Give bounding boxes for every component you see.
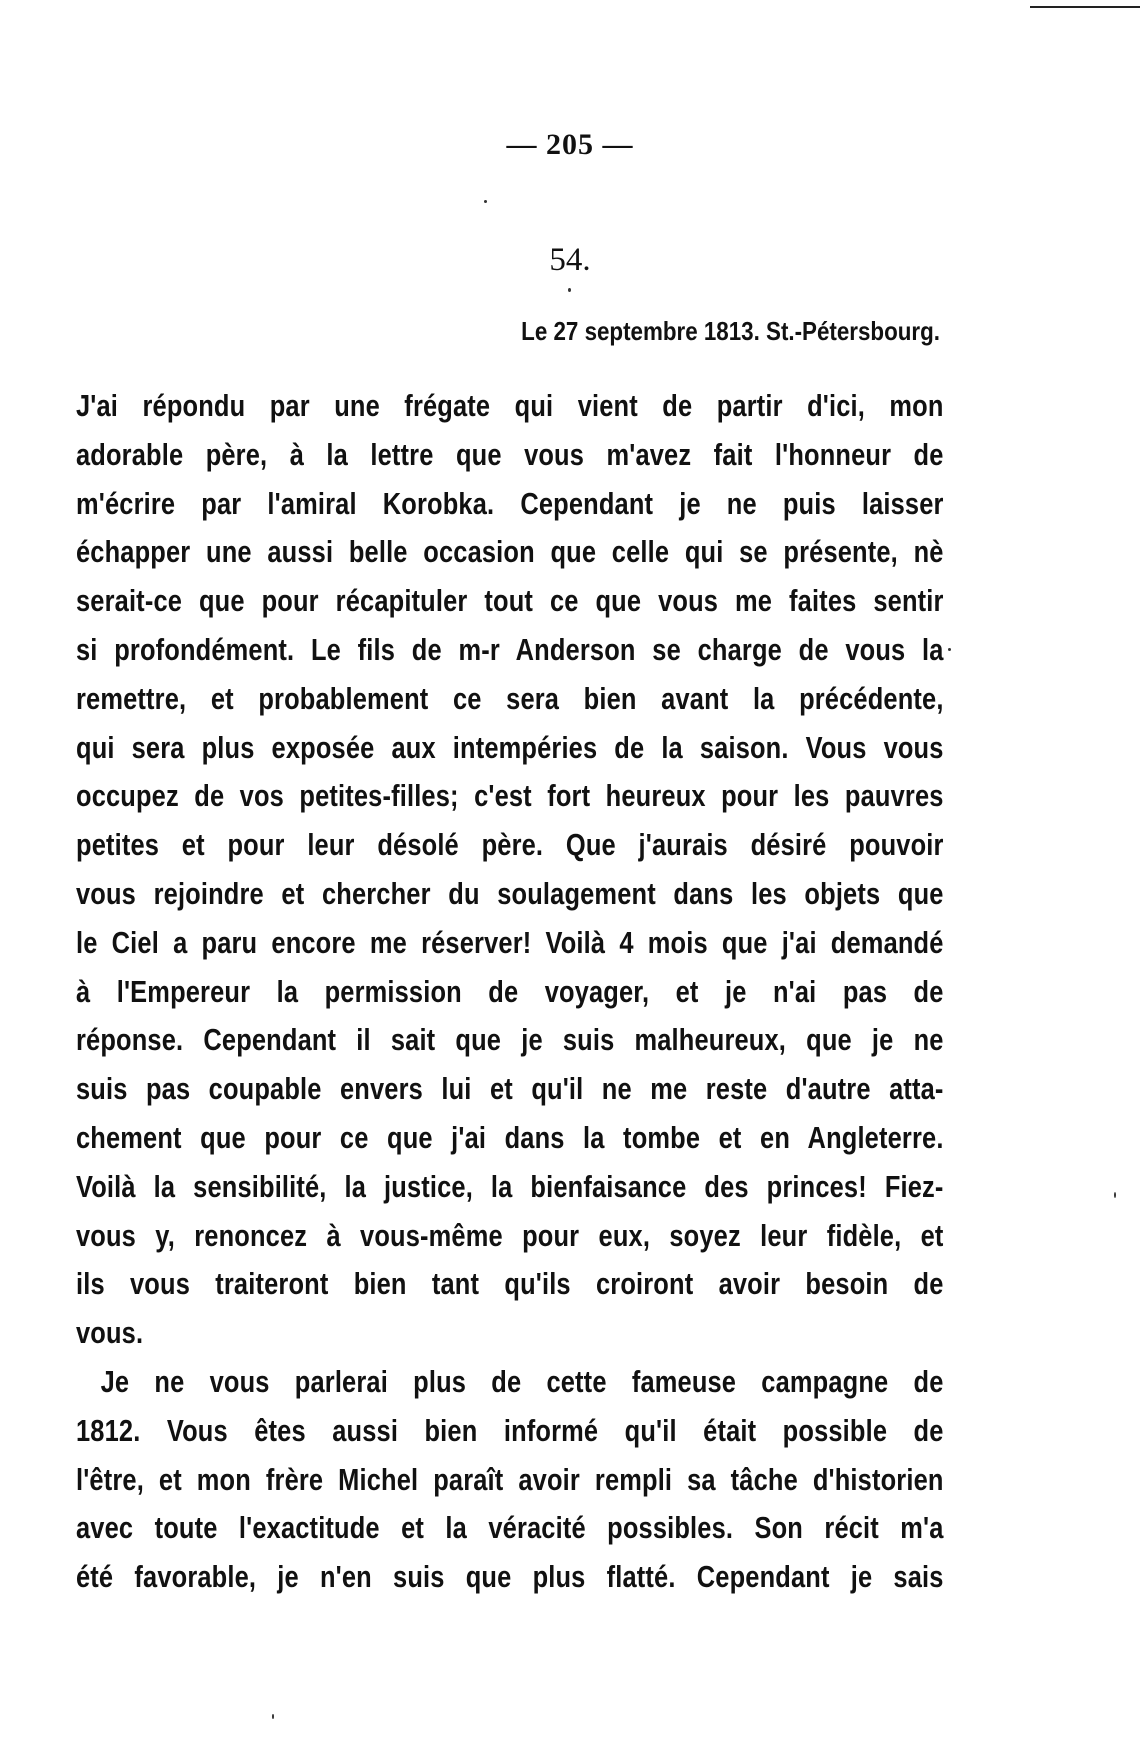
- text-line: serait-ce que pour récapituler tout ce que vous me faites sentir: [76, 583, 944, 619]
- scan-speck: [948, 648, 951, 651]
- page-number: — 205 —: [506, 128, 634, 161]
- top-edge-rule: [1030, 6, 1140, 8]
- scan-speck: [484, 200, 487, 203]
- text-line: ils vous traiteront bien tant qu'ils croiront avoir besoin de: [76, 1266, 944, 1302]
- text-line: remettre, et probablement ce sera bien avant la précédente,: [76, 680, 944, 716]
- scan-speck: [1114, 1192, 1116, 1198]
- text-line: J'ai répondu par une frégate qui vient de partir d'ici, mon: [76, 388, 944, 423]
- dateline: Le 27 septembre 1813. St.-Pétersbourg.: [521, 316, 940, 346]
- scan-speck: [568, 288, 571, 292]
- text-line: vous y, renoncez à vous-même pour eux, soyez leur fidèle, et: [76, 1217, 944, 1253]
- text-line: à l'Empereur la permission de voyager, et je n'ai pas de: [76, 973, 944, 1009]
- text-line: petites et pour leur désolé père. Que j'aurais désiré pouvoir: [76, 827, 944, 863]
- text-line: échapper une aussi belle occasion que celle qui se présente, nè: [76, 534, 944, 570]
- text-line: réponse. Cependant il sait que je suis malheureux, que je ne: [76, 1022, 944, 1058]
- text-line: avec toute l'exactitude et la véracité possibles. Son récit m'a: [76, 1510, 944, 1546]
- text-line: le Ciel a paru encore me réserver! Voilà 4 mois que j'ai demandé: [76, 924, 944, 960]
- letter-body: [76, 382, 944, 1602]
- letter-number: 54.: [549, 242, 591, 278]
- text-line: l'être, et mon frère Michel paraît avoir rempli sa tâche d'historien: [76, 1461, 944, 1497]
- text-line: Je ne vous parlerai plus de cette fameuse campagne de: [100, 1363, 944, 1399]
- text-line: chement que pour ce que j'ai dans la tombe et en Angleterre.: [76, 1119, 944, 1155]
- text-line: 1812. Vous êtes aussi bien informé qu'il était possible de: [76, 1412, 944, 1448]
- text-line: qui sera plus exposée aux intempéries de la saison. Vous vous: [76, 729, 944, 765]
- text-line: occupez de vos petites-filles; c'est fort heureux pour les pauvres: [76, 778, 944, 814]
- text-line: m'écrire par l'amiral Korobka. Cependant je ne puis laisser: [76, 485, 944, 521]
- text-line: été favorable, je n'en suis que plus flatté. Cependant je sais: [76, 1559, 944, 1595]
- text-line: adorable père, à la lettre que vous m'avez fait l'honneur de: [76, 436, 944, 472]
- text-line: suis pas coupable envers lui et qu'il ne me reste d'autre atta-: [76, 1071, 944, 1107]
- text-line: vous rejoindre et chercher du soulagement dans les objets que: [76, 875, 944, 911]
- text-line: vous.: [76, 1315, 144, 1351]
- scan-speck: [272, 1714, 274, 1719]
- text-line: si profondément. Le fils de m-r Anderson se charge de vous la: [76, 631, 944, 667]
- text-line: Voilà la sensibilité, la justice, la bienfaisance des princes! Fiez-: [76, 1168, 944, 1204]
